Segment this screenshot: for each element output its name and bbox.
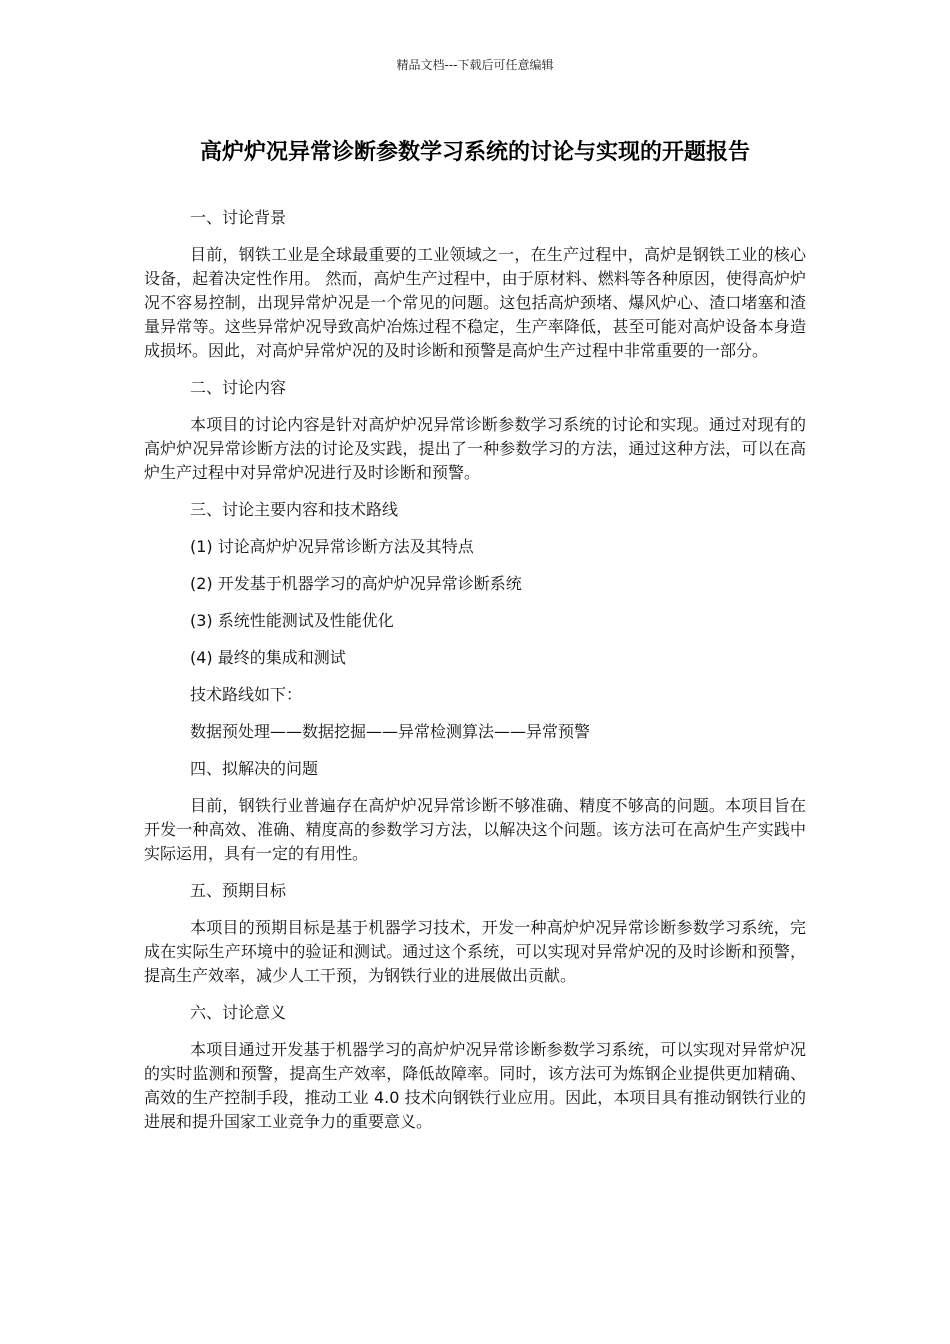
section-paragraph-content: 本项目的讨论内容是针对高炉炉况异常诊断参数学习系统的讨论和实现。通过对现有的高炉炉况异常诊断方法的讨论及实践，提出了一种参数学习的方法，通过这种方法，可以在高炉生产过程中对异常炉况进行及时诊断和预警。 [144,415,806,482]
section-paragraph-background: 目前，钢铁工业是全球最重要的工业领域之一，在生产过程中，高炉是钢铁工业的核心设备，起着决定性作用。 然而，高炉生产过程中，由于原材料、燃料等各种原因，使得高炉炉况不容易控制，出现异常炉况是一个常见的问题。这包括高炉颈堵、爆风炉心、渣口堵塞和渣量异常等。这些异常炉况导致高炉冶炼过程不稳定，生产率降低，甚至可能对高炉设备本身造成损坏。因此，对高炉异常炉况的及时诊断和预警是高炉生产过程中非常重要的一部分。 [144,245,806,360]
document-title: 高炉炉况异常诊断参数学习系统的讨论与实现的开题报告 [199,140,750,165]
header-note: 精品文档---下载后可任意编辑 [396,58,554,72]
list-item: (2) 开发基于机器学习的高炉炉况异常诊断系统 [190,574,522,593]
section-heading-problems: 四、拟解决的问题 [190,759,319,778]
section-heading-main-content-route: 三、讨论主要内容和技术路线 [190,500,399,519]
section-heading-significance: 六、讨论意义 [190,1003,287,1022]
section-paragraph-goals: 本项目的预期目标是基于机器学习技术，开发一种高炉炉况异常诊断参数学习系统，完成在实际生产环境中的验证和测试。通过这个系统，可以实现对异常炉况的及时诊断和预警，提高生产效率，减少人工干预，为钢铁行业的进展做出贡献。 [144,918,806,985]
route-flow: 数据预处理——数据挖掘——异常检测算法——异常预警 [190,722,591,741]
section-heading-goals: 五、预期目标 [190,881,287,900]
document-body [144,206,806,1147]
route-label: 技术路线如下： [190,685,303,704]
section-heading-content: 二、讨论内容 [190,378,287,397]
section-paragraph-problems: 目前，钢铁行业普遍存在高炉炉况异常诊断不够准确、精度不够高的问题。本项目旨在开发一种高效、准确、精度高的参数学习方法，以解决这个问题。该方法可在高炉生产实践中实际运用，具有一定的有用性。 [144,796,806,863]
section-paragraph-significance: 本项目通过开发基于机器学习的高炉炉况异常诊断参数学习系统，可以实现对异常炉况的实时监测和预警，提高生产效率，降低故障率。同时，该方法可为炼钢企业提供更加精确、高效的生产控制手段，推动工业 4.0 技术向钢铁行业应用。因此，本项目具有推动钢铁行业的进展和提升国家工业竞争力的重要意义。 [144,1040,806,1131]
list-item: (3) 系统性能测试及性能优化 [190,611,394,630]
list-item: (1) 讨论高炉炉况异常诊断方法及其特点 [190,537,474,556]
section-heading-background: 一、讨论背景 [190,208,287,227]
list-item: (4) 最终的集成和测试 [190,648,346,667]
